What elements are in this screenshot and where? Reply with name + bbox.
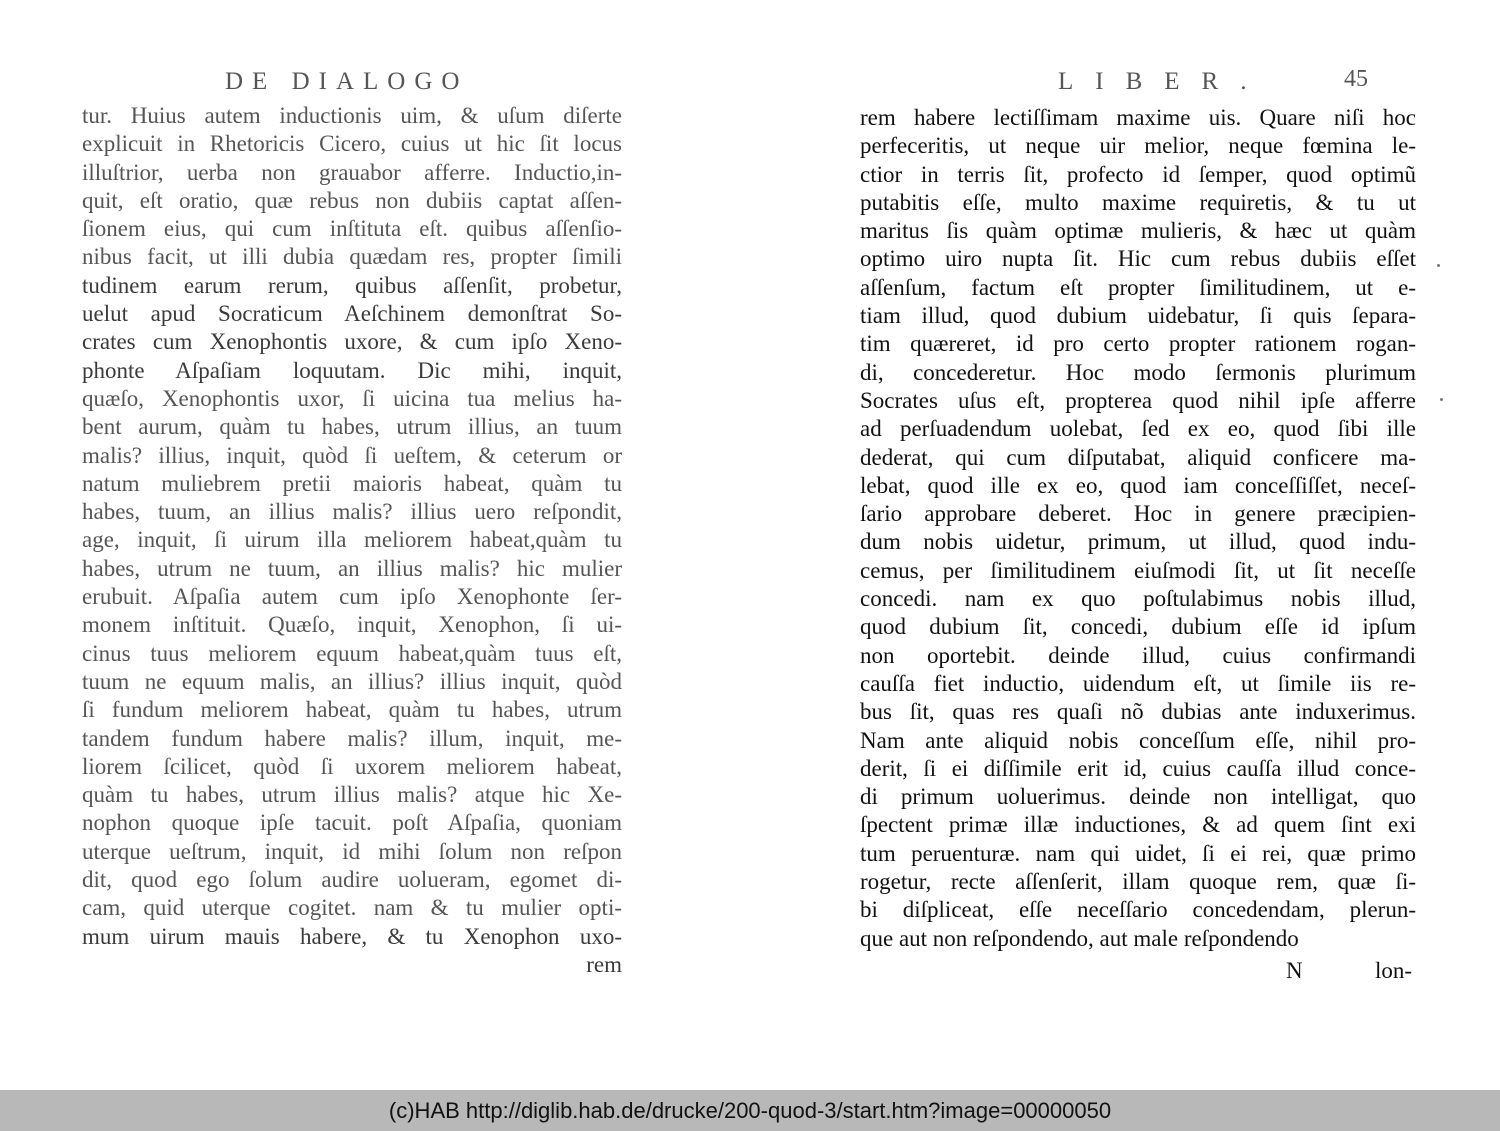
left-line: illuſtrior, uerba non grauabor afferre. Inductio,in-	[82, 159, 622, 185]
right-line: maritus ſis quàm optimæ mulieris, & hæc ut quàm	[860, 218, 1416, 244]
left-line: nophon quoque ipſe tacuit. poſt Aſpaſia, quoniam	[82, 810, 622, 836]
right-line: derit, ſi ei diſſimile erit id, cuius cauſſa illud conce-	[860, 755, 1416, 781]
right-line: bi diſpliceat, eſſe neceſſario concedendam, plerun-	[860, 897, 1416, 923]
right-line: quod dubium ſit, concedi, dubium eſſe id ipſum	[860, 614, 1416, 640]
left-line: tandem fundum habere malis? illum, inquit, me-	[82, 725, 622, 751]
ink-speck	[1437, 264, 1440, 267]
left-line: malis? illius, inquit, quòd ſi ueſtem, & ceterum or	[82, 442, 622, 468]
right-line: cauſſa fiet inductio, uidendum eſt, ut ſimile iis re-	[860, 670, 1416, 696]
right-line: rogetur, recte aſſenſerit, illam quoque rem, quæ ſi-	[860, 869, 1416, 895]
left-line: quæſo, Xenophontis uxor, ſi uicina tua melius ha-	[82, 385, 622, 411]
right-line: lebat, quod ille ex eo, quod iam conceſſiſſet, neceſ-	[860, 472, 1416, 498]
left-line: explicuit in Rhetoricis Cicero, cuius ut hic ſit locus	[82, 131, 622, 157]
right-line: ſario approbare deberet. Hoc in genere præcipien-	[860, 501, 1416, 527]
left-line: ſi fundum meliorem habeat, quàm tu habes, utrum	[82, 697, 622, 723]
right-line: cemus, per ſimilitudinem eiuſmodi ſit, ut ſit neceſſe	[860, 557, 1416, 583]
left-line: habes, tuum, an illius malis? illius uero reſpondit,	[82, 499, 622, 525]
left-line: tudinem earum rerum, quibus aſſenſit, probetur,	[82, 272, 622, 298]
catchword: lon-	[1374, 958, 1412, 983]
right-line: bus ſit, quas res quaſi nõ dubias ante induxerimus.	[860, 699, 1416, 725]
right-line: ctior in terris ſit, profecto id ſemper, quod optimũ	[860, 161, 1416, 187]
right-line: Nam ante aliquid nobis conceſſum eſſe, nihil pro-	[860, 727, 1416, 753]
right-line: perfeceritis, ut neque uir melior, neque fœmina le-	[860, 133, 1416, 159]
left-line: cinus tuus meliorem equum habeat,quàm tuus eſt,	[82, 640, 622, 666]
left-line: rem	[586, 951, 622, 977]
left-line: phonte Aſpaſiam loquutam. Dic mihi, inquit,	[82, 357, 622, 383]
right-line: non oportebit. deinde illud, cuius confirmandi	[860, 642, 1416, 668]
right-line: aſſenſum, factum eſt propter ſimilitudinem, ut e-	[860, 274, 1416, 300]
left-line: habes, utrum ne tuum, an illius malis? hic mulier	[82, 555, 622, 581]
left-line: bent aurum, quàm tu habes, utrum illius, an tuum	[82, 414, 622, 440]
right-line: dum nobis uidetur, primum, ut illud, quod indu-	[860, 529, 1416, 555]
right-line: ad perſuadendum uolebat, ſed ex eo, quod ſibi ille	[860, 416, 1416, 442]
left-line: uelut apud Socraticum Aeſchinem demonſtrat So-	[82, 301, 622, 327]
right-text-block	[860, 104, 1416, 953]
left-line: natum muliebrem pretii maioris habeat, quàm tu	[82, 470, 622, 496]
right-line: tim quæreret, id pro certo propter rationem rogan-	[860, 331, 1416, 357]
right-line: tum peruenturæ. nam qui uidet, ſi ei rei, quæ primo	[860, 840, 1416, 866]
ink-speck	[1440, 398, 1443, 401]
running-head-right: LIBER.	[1058, 68, 1269, 95]
left-line: quàm tu habes, utrum illius malis? atque hic Xe-	[82, 782, 622, 808]
left-line: erubuit. Aſpaſia autem cum ipſo Xenophonte ſer-	[82, 584, 622, 610]
left-line: nibus facit, ut illi dubia quædam res, propter ſimili	[82, 244, 622, 270]
left-line: age, inquit, ſi uirum illa meliorem habeat,quàm tu	[82, 527, 622, 553]
left-line: liorem ſcilicet, quòd ſi uxorem meliorem habeat,	[82, 753, 622, 779]
signature-mark: N	[1286, 958, 1303, 983]
right-line: optimo uiro nupta ſit. Hic cum rebus dubiis eſſet	[860, 246, 1416, 272]
left-line: tuum ne equum malis, an illius? illius inquit, quòd	[82, 668, 622, 694]
left-line: monem inſtituit. Quæſo, inquit, Xenophon, ſi ui-	[82, 612, 622, 638]
left-line: uterque ueſtrum, inquit, id mihi ſolum non reſpon	[82, 838, 622, 864]
running-head-left: DE DIALOGO	[225, 68, 469, 95]
footer-credit-text: (c)HAB http://diglib.hab.de/drucke/200-quod-3/start.htm?image=00000050	[388, 1097, 1112, 1123]
right-line: Socrates uſus eſt, propterea quod nihil ipſe afferre	[860, 387, 1416, 413]
folio-number: 45	[1344, 66, 1368, 92]
left-line: quit, eſt oratio, quæ rebus non dubiis captat aſſen-	[82, 187, 622, 213]
left-line: ſionem eius, qui cum inſtituta eſt. quibus aſſenſio-	[82, 216, 622, 242]
right-line: tiam illud, quod dubium uidebatur, ſi quis ſepara-	[860, 303, 1416, 329]
left-line: cam, quid uterque cogitet. nam & tu mulier opti-	[82, 895, 622, 921]
right-line: putabitis eſſe, multo maxime requiretis, & tu ut	[860, 189, 1416, 215]
left-line: tur. Huius autem inductionis uim, & uſum diſerte	[82, 103, 622, 128]
right-line: ſpectent primæ illæ inductiones, & ad quem ſint exi	[860, 812, 1416, 838]
right-line: di primum uoluerimus. deinde non intelligat, quo	[860, 784, 1416, 810]
footer-credit-bar	[0, 1090, 1500, 1131]
right-line: concedi. nam ex quo poſtulabimus nobis illud,	[860, 586, 1416, 612]
right-line: rem habere lectiſſimam maxime uis. Quare niſi hoc	[860, 105, 1416, 130]
right-line: di, concederetur. Hoc modo ſermonis plurimum	[860, 359, 1416, 385]
catchword-row	[1286, 958, 1412, 984]
left-line: mum uirum mauis habere, & tu Xenophon uxo-	[82, 923, 622, 949]
left-line: crates cum Xenophontis uxore, & cum ipſo Xeno-	[82, 329, 622, 355]
left-text-block	[82, 102, 622, 979]
right-line: dederat, qui cum diſputabat, aliquid conficere ma-	[860, 444, 1416, 470]
right-line: que aut non reſpondendo, aut male reſpondendo	[860, 925, 1299, 951]
left-line: dit, quod ego ſolum audire uolueram, egomet di-	[82, 867, 622, 893]
